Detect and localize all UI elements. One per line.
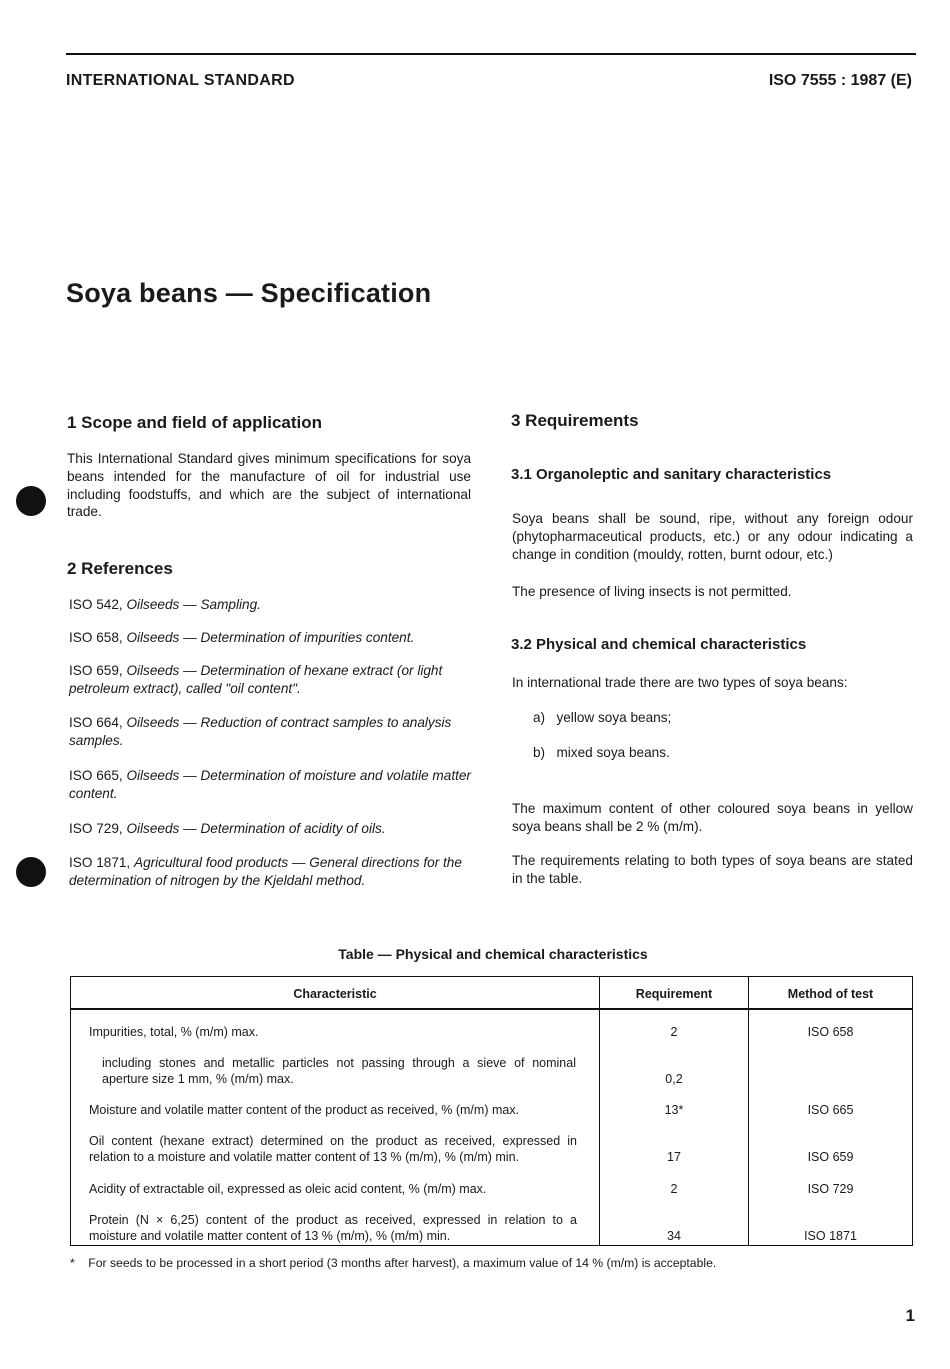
- table-row-characteristic: Moisture and volatile matter content of the product as received, % (m/m) max.: [89, 1103, 520, 1117]
- characteristics-table: [70, 976, 913, 1246]
- reference-item: ISO 542, Oilseeds — Sampling.: [69, 597, 261, 612]
- section-3-heading: 3 Requirements: [511, 411, 639, 430]
- binding-hole-dot: [16, 857, 46, 887]
- table-row-characteristic: Acidity of extractable oil, expressed as oleic acid content, % (m/m) max.: [89, 1182, 487, 1196]
- section-1-text: This International Standard gives minimum specifications for soya beans intended for the manufacture of oil for industrial use including foodstuffs, and which are the subject of international trade.: [67, 451, 471, 520]
- table-row-requirement: 2: [670, 1182, 678, 1196]
- reference-item: ISO 729, Oilseeds — Determination of acidity of oils.: [69, 821, 386, 836]
- table-row-method: ISO 658: [807, 1025, 854, 1039]
- section-3-2-paragraph: The requirements relating to both types of soya beans are stated in the table.: [512, 853, 913, 886]
- footnote-marker: *: [70, 1256, 75, 1270]
- list-item: [533, 709, 671, 727]
- section-3-2-paragraph: The maximum content of other coloured soya beans in yellow soya beans shall be 2 % (m/m).: [512, 801, 913, 834]
- list-marker: b): [533, 745, 546, 760]
- table-row-characteristic: Protein (N × 6,25) content of the product as received, expressed in relation to a moisture and volatile matter content of 13 % (m/m), % (m/m) min.: [89, 1213, 577, 1243]
- reference-item: ISO 1871, Agricultural food products — General directions for the determination of nitrogen by the Kjeldahl method.: [69, 855, 462, 888]
- table-header-cell: Characteristic: [293, 987, 377, 1001]
- table-row-method: ISO 659: [807, 1150, 854, 1164]
- reference-item: ISO 664, Oilseeds — Reduction of contract samples to analysis samples.: [69, 715, 452, 748]
- binding-hole-dot: [16, 486, 46, 516]
- reference-item: ISO 659, Oilseeds — Determination of hexane extract (or light petroleum extract), called "oil content".: [69, 663, 443, 696]
- list-text: yellow soya beans;: [556, 710, 672, 725]
- table-row-characteristic: including stones and metallic particles not passing through a sieve of nominal aperture size 1 mm, % (m/m) max.: [102, 1056, 576, 1086]
- table-row-characteristic: Oil content (hexane extract) determined on the product as received, expressed in relation to a moisture and volatile matter content of 13 % (m/m), % (m/m) min.: [89, 1134, 577, 1164]
- page-number: 1: [905, 1306, 915, 1325]
- list-text: mixed soya beans.: [556, 745, 670, 760]
- list-item: [533, 744, 670, 762]
- section-3-2-paragraph: In international trade there are two types of soya beans:: [512, 675, 848, 690]
- table-header-cell: Requirement: [635, 987, 713, 1001]
- table-row-requirement: 34: [667, 1229, 681, 1243]
- header-document-number: ISO 7555 : 1987 (E): [768, 72, 912, 89]
- reference-item: ISO 658, Oilseeds — Determination of impurities content.: [69, 630, 415, 645]
- section-2-heading: 2 References: [67, 559, 173, 578]
- header-standard-label: INTERNATIONAL STANDARD: [66, 72, 295, 89]
- section-3-2-heading: 3.2 Physical and chemical characteristics: [511, 636, 807, 653]
- table-row-method: ISO 665: [807, 1103, 854, 1117]
- table-title: Table — Physical and chemical characteristics: [338, 946, 648, 962]
- reference-item: ISO 665, Oilseeds — Determination of moisture and volatile matter content.: [69, 768, 471, 801]
- table-row-method: ISO 1871: [804, 1229, 857, 1243]
- table-row-method: ISO 729: [807, 1182, 854, 1196]
- table-row-requirement: 0,2: [665, 1072, 683, 1086]
- table-row-requirement: 13*: [664, 1103, 684, 1117]
- table-row-requirement: 17: [667, 1150, 681, 1164]
- section-3-1-paragraph: The presence of living insects is not permitted.: [512, 584, 792, 599]
- table-footnote: [70, 1256, 716, 1270]
- section-3-1-paragraph: Soya beans shall be sound, ripe, without any foreign odour (phytopharmaceutical products, etc.) or any odour indicating a change in condition (mouldy, rotten, burnt odour, etc.): [512, 511, 913, 562]
- table-row-characteristic: Impurities, total, % (m/m) max.: [89, 1025, 259, 1039]
- table-header-cell: Method of test: [787, 987, 874, 1001]
- table-row-requirement: 2: [670, 1025, 678, 1039]
- section-3-1-heading: 3.1 Organoleptic and sanitary characteristics: [511, 466, 832, 483]
- list-marker: a): [533, 710, 546, 725]
- footnote-text: For seeds to be processed in a short period (3 months after harvest), a maximum value of 14 % (m/m) is acceptable.: [88, 1256, 717, 1270]
- document-title: Soya beans — Specification: [66, 278, 432, 308]
- top-rule: [66, 53, 916, 55]
- section-1-heading: 1 Scope and field of application: [67, 413, 323, 432]
